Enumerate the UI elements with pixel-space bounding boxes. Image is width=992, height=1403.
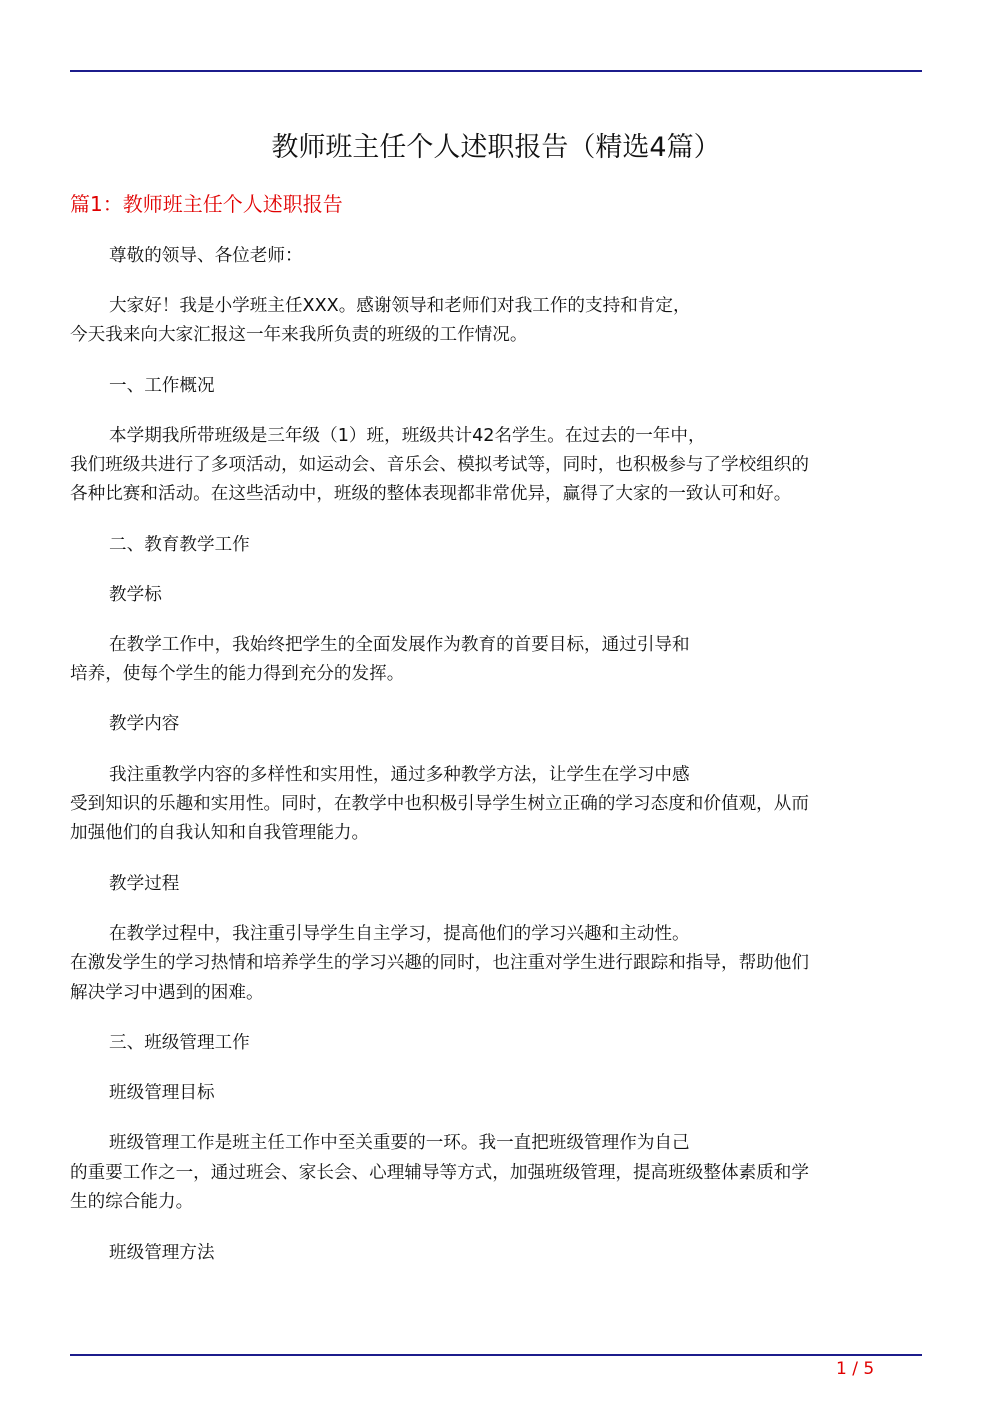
subheading-line: 教学过程 bbox=[109, 874, 180, 894]
subheading-line: 班级管理方法 bbox=[109, 1243, 215, 1263]
paragraph-line: 我注重教学内容的多样性和实用性，通过多种教学方法，让学生在学习中感 bbox=[109, 765, 690, 785]
paragraph-line: 各种比赛和活动。在这些活动中，班级的整体表现都非常优异，赢得了大家的一致认可和好。 bbox=[70, 484, 792, 504]
paragraph-line: 在激发学生的学习热情和培养学生的学习兴趣的同时，也注重对学生进行跟踪和指导，帮助他们 bbox=[70, 953, 809, 973]
paragraph-line: 大家好！我是小学班主任XXX。感谢领导和老师们对我工作的支持和肯定， bbox=[109, 296, 691, 316]
paragraph-line: 受到知识的乐趣和实用性。同时，在教学中也积极引导学生树立正确的学习态度和价值观，从而 bbox=[70, 794, 809, 814]
salutation: 尊敬的领导、各位老师： bbox=[109, 246, 303, 266]
paragraph-line: 在教学过程中，我注重引导学生自主学习，提高他们的学习兴趣和主动性。 bbox=[109, 924, 690, 944]
subheading-line: 教学内容 bbox=[109, 714, 180, 734]
paragraph-line: 在教学工作中，我始终把学生的全面发展作为教育的首要目标，通过引导和 bbox=[109, 635, 690, 655]
subheading-line: 教学标 bbox=[109, 585, 162, 605]
footer-rule bbox=[70, 1354, 922, 1356]
paragraph-line: 生的综合能力。 bbox=[70, 1192, 194, 1212]
heading-line: 一、工作概况 bbox=[109, 376, 215, 396]
paragraph-line: 今天我来向大家汇报这一年来我所负责的班级的工作情况。 bbox=[70, 325, 528, 345]
paragraph-line: 加强他们的自我认知和自我管理能力。 bbox=[70, 823, 370, 843]
heading-line: 二、教育教学工作 bbox=[109, 535, 250, 555]
paragraph-line: 本学期我所带班级是三年级（1）班，班级共计42名学生。在过去的一年中， bbox=[109, 426, 706, 446]
page-number: 1 / 5 bbox=[836, 1359, 875, 1379]
document-title: 教师班主任个人述职报告（精选4篇） bbox=[271, 132, 721, 163]
header-rule bbox=[70, 70, 922, 72]
heading-line: 三、班级管理工作 bbox=[109, 1033, 250, 1053]
paragraph-line: 班级管理工作是班主任工作中至关重要的一环。我一直把班级管理作为自己 bbox=[109, 1133, 690, 1153]
paragraph-line: 解决学习中遇到的困难。 bbox=[70, 983, 264, 1003]
section-title: 篇1：教师班主任个人述职报告 bbox=[70, 192, 343, 216]
paragraph-line: 的重要工作之一，通过班会、家长会、心理辅导等方式，加强班级管理，提高班级整体素质和学 bbox=[70, 1163, 809, 1183]
paragraph-line: 我们班级共进行了多项活动，如运动会、音乐会、模拟考试等，同时，也积极参与了学校组织的 bbox=[70, 455, 809, 475]
paragraph-line: 培养，使每个学生的能力得到充分的发挥。 bbox=[70, 664, 405, 684]
subheading-line: 班级管理目标 bbox=[109, 1083, 215, 1103]
